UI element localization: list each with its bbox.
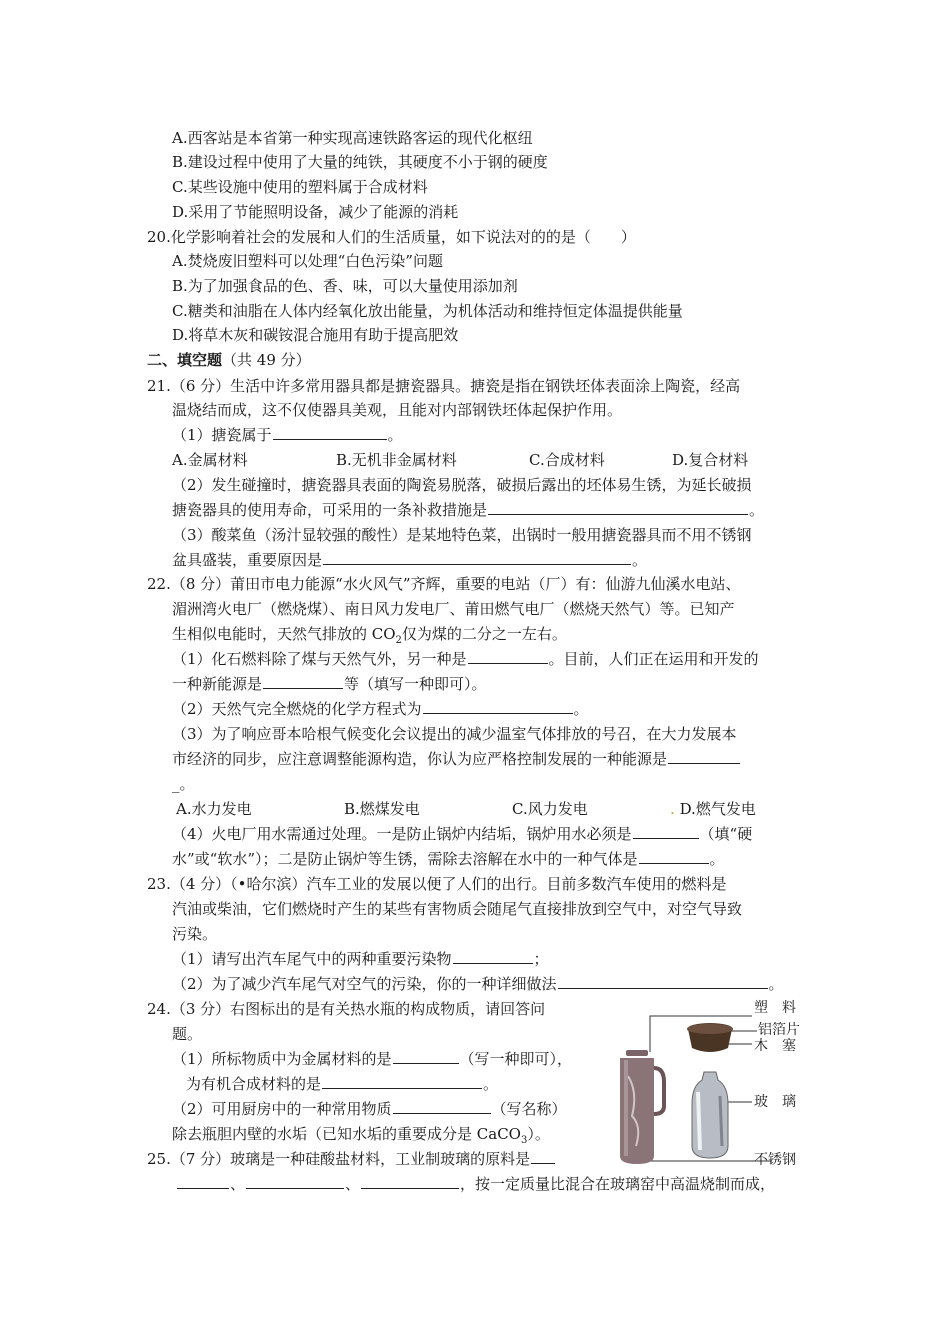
q22-part2-end: 。 xyxy=(573,700,589,718)
q22-part1-line1 xyxy=(172,649,759,669)
q22-part3-line2 xyxy=(172,749,741,769)
q22-part3-line3: _。 xyxy=(172,775,195,793)
q24-part1b-end: 。 xyxy=(483,1075,499,1093)
q25-stem-line2 xyxy=(176,1174,775,1194)
q24-part2b-text: 除去瓶胆内壁的水垢（已知水垢的重要成分是 CaCO xyxy=(172,1125,521,1143)
q20-option-d: D.将草木灰和碳铵混合施用有助于提高肥效 xyxy=(172,326,459,344)
q24-part1-line1 xyxy=(172,1049,572,1069)
q22-stem-line1: 22.（8 分）莆田市电力能源“水火风气”齐辉，重要的电站（厂）有：仙游九仙溪水电站、 xyxy=(147,575,741,593)
answer-blank[interactable] xyxy=(633,824,699,839)
q24-stem-line1: 24.（3 分）右图标出的是有关热水瓶的构成物质，请回答问 xyxy=(147,1000,546,1018)
answer-blank[interactable] xyxy=(639,849,709,864)
q22-part2-text: （2）天然气完全燃烧的化学方程式为 xyxy=(172,700,422,718)
q24-part2-line2 xyxy=(172,1124,550,1151)
q21-part2-line2 xyxy=(172,500,764,520)
answer-blank[interactable] xyxy=(273,425,387,440)
q25-stem-text: 25.（7 分）玻璃是一种硅酸盐材料，工业制玻璃的原料是 xyxy=(147,1150,531,1168)
q20-option-c: C.糖类和油脂在人体内经氧化放出能量，为机体活动和维持恒定体温提供能量 xyxy=(172,302,683,320)
section-title: 二、填空题 xyxy=(147,351,223,369)
co2-subscript: 2 xyxy=(395,635,402,646)
q22-option-d-text: D.燃气发电 xyxy=(679,800,756,818)
q19-option-c: C.某些设施中使用的塑料属于合成材料 xyxy=(172,178,428,196)
q22-part1b-text: 一种新能源是 xyxy=(172,675,263,693)
thermos-bottle-icon xyxy=(620,1050,664,1164)
q21-option-b: B.无机非金属材料 xyxy=(336,451,457,469)
q22-stem-line2: 湄洲湾火电厂（燃烧煤）、南日风力发电厂、莆田燃气电厂（燃烧天然气）等。已知产 xyxy=(172,600,735,618)
q24-part2-text: （2）可用厨房中的一种常用物质 xyxy=(172,1100,392,1118)
label-plastic: 塑 料 xyxy=(754,1000,796,1016)
q23-stem-line1: 23.（4 分）（•哈尔滨）汽车工业的发展以便了人们的出行。目前多数汽车使用的燃料是 xyxy=(147,875,727,893)
answer-blank[interactable] xyxy=(558,974,768,989)
q21-stem-line2: 温烧结而成，这不仅使器具美观，且能对内部钢铁坯体起保护作用。 xyxy=(172,401,623,419)
mark-dot: . xyxy=(670,800,675,818)
q24-part1b-text: 为有机合成材料的是 xyxy=(186,1075,322,1093)
answer-blank[interactable] xyxy=(453,949,533,964)
q23-part1-text: （1）请写出汽车尾气中的两种重要污染物 xyxy=(172,950,452,968)
answer-blank[interactable] xyxy=(246,1174,344,1189)
q22-part1-text: （1）化石燃料除了煤与天然气外，另一种是 xyxy=(172,650,467,668)
section-heading xyxy=(147,350,311,370)
q20-option-a: A.焚烧废旧塑料可以处理“白色污染”问题 xyxy=(172,252,443,270)
glass-liner-icon xyxy=(692,1072,728,1158)
q21-part2-text: 搪瓷器具的使用寿命，可采用的一条补救措施是 xyxy=(172,501,488,519)
answer-blank[interactable] xyxy=(322,1074,482,1089)
label-glass: 玻 璃 xyxy=(754,1094,796,1110)
q24-part2-end: （写名称） xyxy=(491,1100,567,1118)
q22-part4-text: （4）火电厂用水需通过处理。一是防止锅炉内结垢，锅炉用水必须是 xyxy=(172,825,632,843)
q25-stem-end: ，按一定质量比混合在玻璃窑中高温烧制而成， xyxy=(460,1175,776,1193)
q22-part2 xyxy=(172,699,589,719)
cork-icon xyxy=(687,1023,733,1052)
q22-option-a: A.水力发电 xyxy=(176,800,252,818)
answer-blank[interactable] xyxy=(263,674,343,689)
q22-option-c: C.风力发电 xyxy=(512,800,588,818)
section-note: （共 49 分） xyxy=(222,351,311,369)
q20-option-b: B.为了加强食品的色、香、味，可以大量使用添加剂 xyxy=(172,277,518,295)
q25-separator: 、 xyxy=(230,1175,246,1193)
answer-blank[interactable] xyxy=(393,1049,459,1064)
answer-blank[interactable] xyxy=(531,1149,555,1164)
q24-part2b-end: ）。 xyxy=(527,1125,550,1143)
answer-blank[interactable] xyxy=(323,550,631,565)
q23-stem-line3: 污染。 xyxy=(172,925,218,943)
answer-blank[interactable] xyxy=(488,500,748,515)
q22-part4-line2 xyxy=(172,849,725,869)
label-cork: 木 塞 xyxy=(754,1038,796,1054)
q21-option-d: D.复合材料 xyxy=(672,451,749,469)
q23-part2-text: （2）为了减少汽车尾气对空气的污染，你的一种详细做法 xyxy=(172,975,557,993)
q21-stem-line1: 21.（6 分）生活中许多常用器具都是搪瓷器具。搪瓷是指在钢铁坯体表面涂上陶瓷，经高 xyxy=(147,377,741,395)
q24-stem-line2: 题。 xyxy=(172,1025,203,1043)
label-stainless-steel: 不锈钢 xyxy=(754,1152,796,1168)
q21-part3-end: 。 xyxy=(632,551,648,569)
q24-part2-line1 xyxy=(172,1099,567,1119)
answer-blank[interactable] xyxy=(177,1174,229,1189)
q22-part1-line2 xyxy=(172,674,487,694)
q21-part2-line1: （2）发生碰撞时，搪瓷器具表面的陶瓷易脱落，破损后露出的坯体易生锈，为延长破损 xyxy=(172,476,752,494)
q24-part1-end: （写一种即可）， xyxy=(459,1050,573,1068)
answer-blank[interactable] xyxy=(423,699,573,714)
q22-part4-end: （填“硬 xyxy=(699,825,753,843)
q22-part4b-text: 水”或“软水”）；二是防止锅炉等生锈，需除去溶解在水中的一种气体是 xyxy=(172,850,638,868)
q20-stem: 20.化学影响着社会的发展和人们的生活质量，如下说法对的的是（ ） xyxy=(147,228,636,246)
answer-blank[interactable] xyxy=(393,1099,491,1114)
q22-stem-line3 xyxy=(172,624,567,651)
q21-part1-text: （1）搪瓷属于 xyxy=(172,426,272,444)
q23-part2 xyxy=(172,974,784,994)
q22-option-b: B.燃煤发电 xyxy=(344,800,420,818)
q22-option-d xyxy=(670,799,756,819)
q21-part2-end: 。 xyxy=(749,501,765,519)
q21-part1 xyxy=(172,425,403,445)
q22-part1-end: 。目前，人们正在运用和开发的 xyxy=(548,650,759,668)
q19-option-a: A.西客站是本省第一种实现高速铁路客运的现代化枢纽 xyxy=(172,129,533,147)
q21-option-c: C.合成材料 xyxy=(529,451,605,469)
q19-option-b: B.建设过程中使用了大量的纯铁，其硬度不小于钢的硬度 xyxy=(172,153,548,171)
q21-option-a: A.金属材料 xyxy=(172,451,248,469)
q21-part3-line1: （3）酸菜鱼（汤汁显较强的酸性）是某地特色菜，出锅时一般用搪瓷器具而不用不锈钢 xyxy=(172,526,752,544)
label-aluminum-foil: 铝箔片 xyxy=(758,1022,800,1038)
q19-option-d: D.采用了节能照明设备，减少了能源的消耗 xyxy=(172,203,459,221)
caco3-subscript: 3 xyxy=(520,1135,528,1146)
q22-part3-text: 市经济的同步，应注意调整能源构造，你认为应严格控制发展的一种能源是 xyxy=(172,750,668,768)
q21-part3-text: 盆具盛装，重要原因是 xyxy=(172,551,323,569)
q25-separator: 、 xyxy=(345,1175,361,1193)
q22-stem3-text: 生相似电能时，天然气排放的 CO xyxy=(172,625,396,643)
answer-blank[interactable] xyxy=(668,749,740,764)
q21-part1-end: 。 xyxy=(387,426,403,444)
q25-stem-line1 xyxy=(147,1149,556,1169)
q23-part2-end: 。 xyxy=(768,975,784,993)
thermos-figure xyxy=(612,996,812,1168)
q24-part1-line2 xyxy=(186,1074,498,1094)
q23-part1 xyxy=(172,949,549,969)
q23-stem-line2: 汽油或柴油，它们燃烧时产生的某些有害物质会随尾气直接排放到空气中，对空气导致 xyxy=(172,900,743,918)
q21-part3-line2 xyxy=(172,550,647,570)
q24-part1-text: （1）所标物质中为金属材料的是 xyxy=(172,1050,392,1068)
answer-blank[interactable] xyxy=(468,649,548,664)
q22-part4b-end: 。 xyxy=(709,850,725,868)
q22-part1b-end: 等（填写一种即可）。 xyxy=(344,675,487,693)
q22-part4-line1 xyxy=(172,824,752,844)
q22-part3-line1: （3）为了响应哥本哈根气候变化会议提出的减少温室气体排放的号召，在大力发展本 xyxy=(172,725,737,743)
answer-blank[interactable] xyxy=(361,1174,459,1189)
q22-stem3-end: 仅为煤的二分之一左右。 xyxy=(401,625,567,643)
q23-part1-end: ； xyxy=(533,950,549,968)
